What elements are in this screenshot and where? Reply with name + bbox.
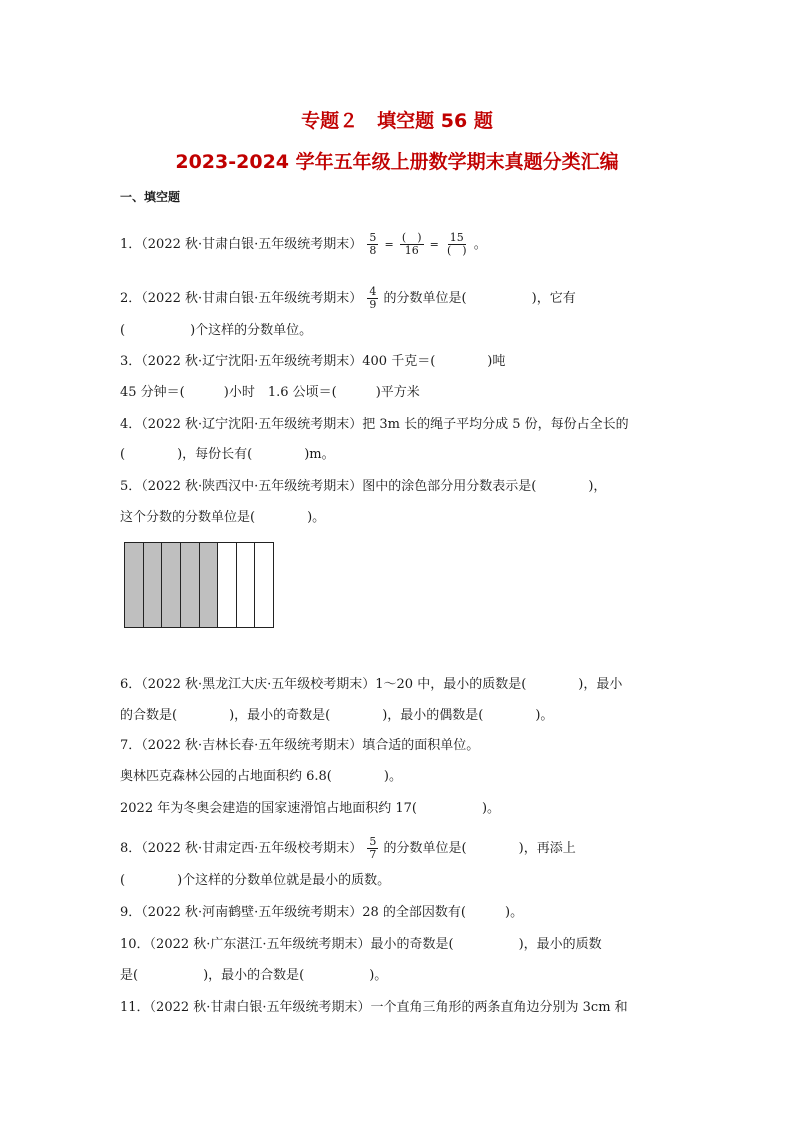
diagram-cell-shaded <box>200 543 219 627</box>
diagram-cell-blank <box>237 543 256 627</box>
question-7-line-2: 奥林匹克森林公园的占地面积约 6.8( )。 <box>120 769 402 784</box>
question-6-cont: 的合数是( )，最小的奇数是( )，最小的偶数是( )。 <box>120 708 554 723</box>
diagram-cell-shaded <box>144 543 163 627</box>
diagram-cell-shaded <box>162 543 181 627</box>
diagram-cell-blank <box>255 543 273 627</box>
question-11: 11．（2022 秋·甘肃白银·五年级统考期末）一个直角三角形的两条直角边分别为 3cm 和 <box>120 1000 628 1015</box>
question-3-cont: 45 分钟＝( )小时 1.6 公顷＝( )平方米 <box>120 385 420 400</box>
question-1-source: 1．（2022 秋·甘肃白银·五年级统考期末） <box>120 237 363 252</box>
question-5-cont: 这个分数的分数单位是( )。 <box>120 510 326 525</box>
question-8: 8．（2022 秋·甘肃定西·五年级校考期末） $\frac{5}{7}$ 的分数单位是( )，再添上 <box>120 835 576 861</box>
diagram-cell-shaded <box>125 543 144 627</box>
page-subtitle: 2023-2024 学年五年级上册数学期末真题分类汇编 <box>175 151 619 173</box>
question-4: 4．（2022 秋·辽宁沈阳·五年级统考期末）把 3m 长的绳子平均分成 5 份，每份占全长的 <box>120 417 629 432</box>
question-5: 5．（2022 秋·陕西汉中·五年级统考期末）图中的涂色部分用分数表示是( )， <box>120 479 607 494</box>
diagram-cell-blank <box>218 543 237 627</box>
question-7: 7．（2022 秋·吉林长春·五年级统考期末）填合适的面积单位。 <box>120 738 480 753</box>
page-title: 专题２ 填空题 56 题 <box>301 110 493 132</box>
fraction-blank-16: $\frac{( )}{16}$ <box>401 231 422 257</box>
question-2: 2．（2022 秋·甘肃白银·五年级统考期末） $\frac{4}{9}$ 的分数单位是( )，它有 <box>120 285 576 311</box>
question-8-source: 8．（2022 秋·甘肃定西·五年级校考期末） <box>120 841 363 856</box>
section-heading: 一、填空题 <box>120 190 181 204</box>
fraction-4-9: $\frac{4}{9}$ <box>369 285 377 311</box>
question-2-cont: ( )个这样的分数单位。 <box>120 323 313 338</box>
fraction-15-blank: $\frac{15}{( )}$ <box>447 231 467 257</box>
question-6: 6．（2022 秋·黑龙江大庆·五年级校考期末）1～20 中，最小的质数是( )，最小 <box>120 677 623 692</box>
fraction-5-7: $\frac{5}{7}$ <box>369 835 377 861</box>
question-4-cont: ( )，每份长有( )m。 <box>120 447 335 462</box>
shaded-fraction-diagram <box>124 542 274 628</box>
question-1: 1．（2022 秋·甘肃白银·五年级统考期末） $\frac{5}{8}$ = $\frac{( )}{16}$ = $\frac{15}{( )}$ 。 <box>120 231 487 257</box>
question-3: 3．（2022 秋·辽宁沈阳·五年级统考期末）400 千克＝( )吨 <box>120 354 506 369</box>
diagram-cell-shaded <box>181 543 200 627</box>
question-10: 10．（2022 秋·广东湛江·五年级统考期末）最小的奇数是( )，最小的质数 <box>120 937 602 952</box>
question-7-line-3: 2022 年为冬奥会建造的国家速滑馆占地面积约 17( )。 <box>120 801 501 816</box>
question-8-cont: ( )个这样的分数单位就是最小的质数。 <box>120 873 391 888</box>
fraction-5-8: $\frac{5}{8}$ <box>369 231 377 257</box>
question-9: 9．（2022 秋·河南鹤壁·五年级统考期末）28 的全部因数有( )。 <box>120 905 524 920</box>
question-10-cont: 是( )，最小的合数是( )。 <box>120 968 388 983</box>
question-2-source: 2．（2022 秋·甘肃白银·五年级统考期末） <box>120 291 363 306</box>
